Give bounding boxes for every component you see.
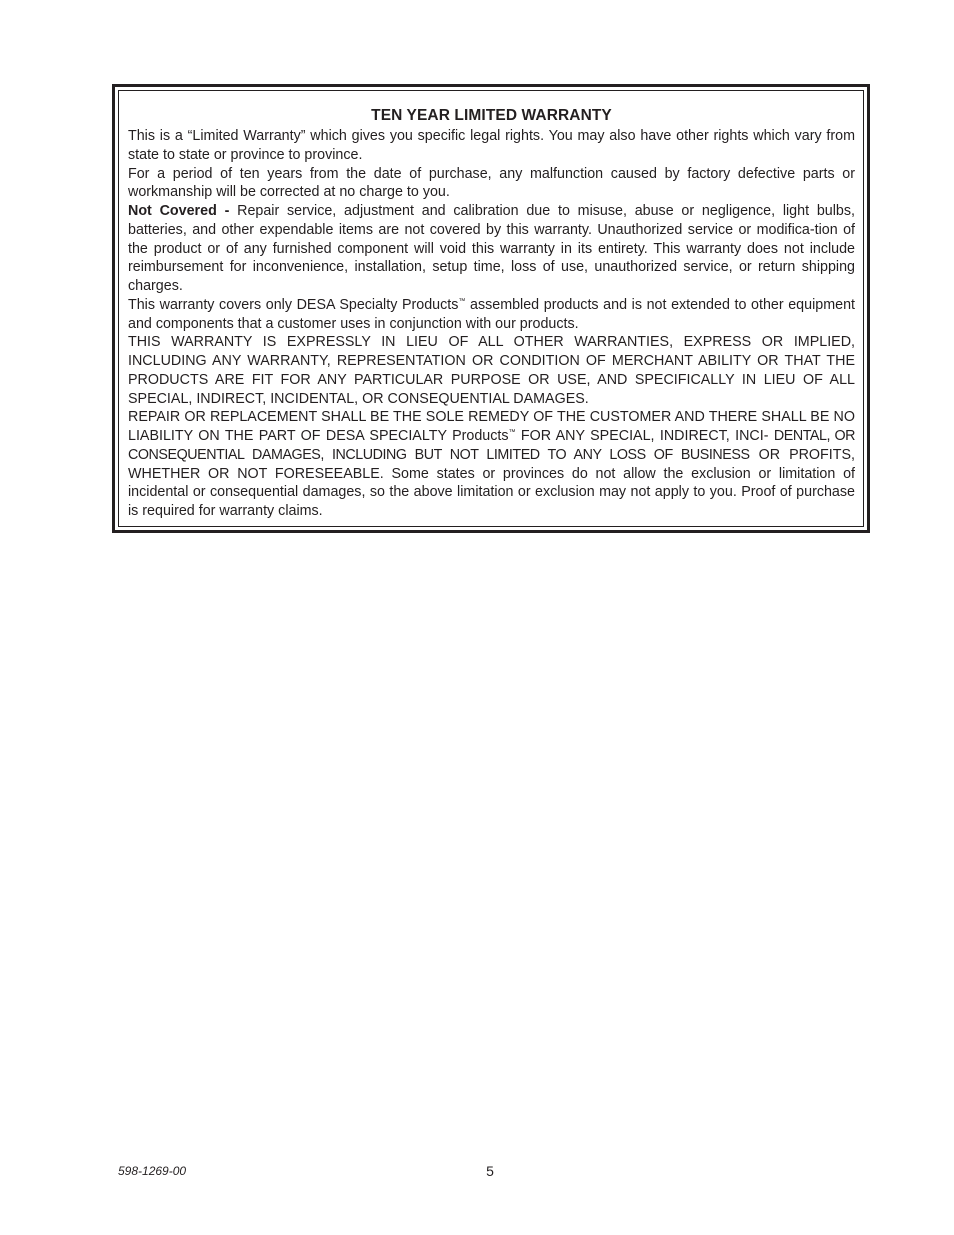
remedy-text-part1: REPAIR OR REPLACEMENT SHALL BE THE SOLE REMEDY OF THE CUSTOMER AND THERE SHALL BE NO LIABILITY ON THE PART OF DESA SPECIALTY Products — [128, 409, 855, 444]
warranty-title: TEN YEAR LIMITED WARRANTY — [371, 107, 612, 124]
warranty-box-inner — [118, 90, 864, 527]
remedy-text-part4: OR PROFITS, WHETHER OR NOT FORESEEABLE. Some states or provinces do not allow the exclusion or limitation of incidental or consequential damages, so the above limitation or exclusion may not apply to you. Proof of purchase is required for warranty claims. — [128, 446, 855, 519]
limited-warranty-paragraph: This is a “Limited Warranty” which gives you specific legal rights. You may also have other rights which vary from state to state or province to province. — [128, 128, 855, 163]
remedy-text-part3: DENTAL, OR CONSEQUENTIAL DAMAGES, INCLUDING BUT NOT LIMITED TO ANY LOSS OF BUSINESS — [128, 428, 855, 463]
defect-coverage-paragraph: For a period of ten years from the date of purchase, any malfunction caused by factory defective parts or workmanship will be corrected at no charge to you. — [128, 165, 855, 201]
warranty-box — [112, 84, 870, 533]
not-covered-paragraph — [128, 202, 855, 296]
page-number: 5 — [486, 1163, 494, 1179]
trademark-symbol: ™ — [508, 429, 516, 436]
not-covered-text: Repair service, adjustment and calibration due to misuse, abuse or negligence, light bulbs, batteries, and other expendable items are not covered by this warranty. Unauthorized service or modifica-tion of the product or of any furnished component will void this warranty in its entirety. This warranty does not include reimbursement for inconvenience, installation, setup time, loss of use, unauthorized service, or return shipping charges. — [128, 203, 855, 294]
coverage-text-before-trademark: This warranty covers only DESA Specialty Products — [128, 296, 459, 313]
remedy-text-part2: FOR ANY SPECIAL, INDIRECT, INCI- — [515, 428, 769, 444]
coverage-scope-paragraph — [128, 296, 855, 334]
document-code: 598-1269-00 — [118, 1164, 187, 1178]
warranty-disclaimer-paragraph: THIS WARRANTY IS EXPRESSLY IN LIEU OF ALL OTHER WARRANTIES, EXPRESS OR IMPLIED, INCLUDING ANY WARRANTY, REPRESENTATION OR CONDITION OF MERCHANT ABILITY OR THAT THE PRODUCTS ARE FIT FOR ANY PARTICULAR PURPOSE OR USE, AND SPECIFICALLY IN LIEU OF ALL SPECIAL, INDIRECT, INCIDENTAL, OR CONSEQUENTIAL DAMAGES. — [128, 334, 855, 407]
coverage-text-after-trademark: assembled products and is not extended to other equipment and components that a customer uses in conjunction with our products. — [128, 296, 855, 332]
trademark-symbol: ™ — [458, 297, 466, 305]
sole-remedy-paragraph — [128, 408, 855, 521]
not-covered-label: Not Covered - — [128, 203, 230, 219]
